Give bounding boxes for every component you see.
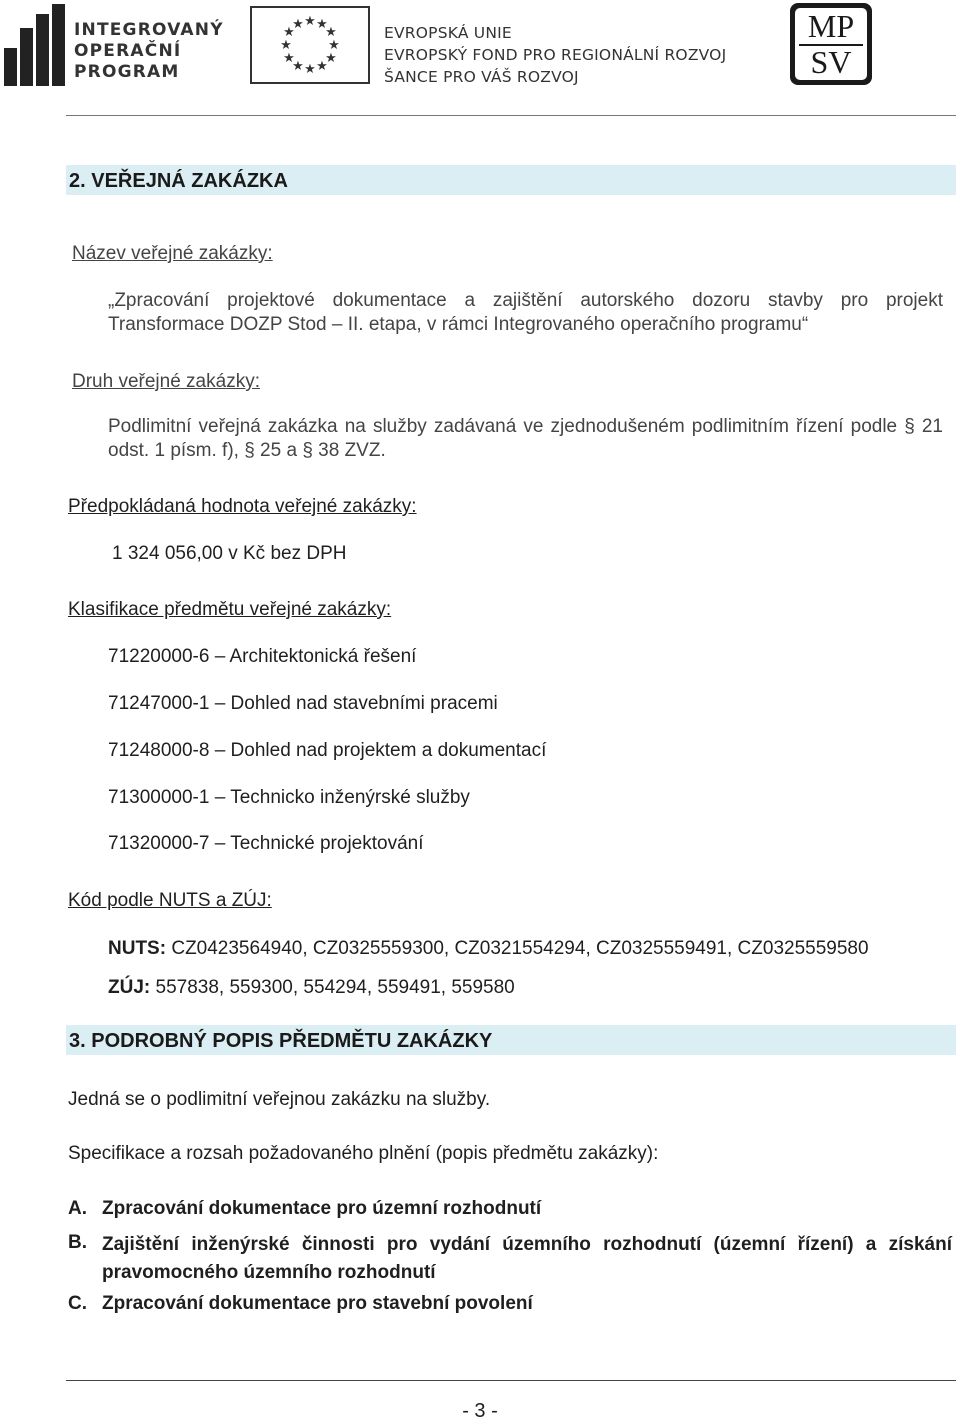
classification-item: 71220000-6 – Architektonická řešení bbox=[108, 646, 417, 667]
section-2-heading: 2. VEŘEJNÁ ZAKÁZKA bbox=[69, 170, 288, 192]
mpsv-logo-bottom: SV bbox=[810, 44, 852, 80]
svg-text:★: ★ bbox=[316, 17, 328, 32]
nuts-label: Kód podle NUTS a ZÚJ: bbox=[68, 890, 272, 911]
value-label: Předpokládaná hodnota veřejné zakázky: bbox=[68, 496, 417, 517]
svg-text:★: ★ bbox=[325, 25, 337, 40]
mpsv-logo bbox=[790, 3, 872, 85]
eu-text-block bbox=[384, 22, 726, 88]
name-label: Název veřejné zakázky: bbox=[72, 243, 273, 264]
classification-item: 71300000-1 – Technicko inženýrské služby bbox=[108, 787, 470, 808]
iop-logo bbox=[4, 4, 224, 86]
eu-line-3: ŠANCE PRO VÁŠ ROZVOJ bbox=[384, 68, 579, 86]
name-value: „Zpracování projektové dokumentace a zajištění autorského dozoru stavby pro projekt Transformace DOZP Stod – II. etapa, v rámci Integrovaného operačního programu“ bbox=[108, 290, 943, 335]
zuj-key: ZÚJ: bbox=[108, 977, 151, 998]
svg-text:★: ★ bbox=[292, 17, 304, 32]
zuj-line bbox=[108, 976, 515, 1000]
svg-text:★: ★ bbox=[280, 38, 292, 53]
item-text: Zpracování dokumentace pro územní rozhodnutí bbox=[102, 1198, 542, 1219]
iop-bars-graphic bbox=[4, 4, 66, 86]
zuj-value: 557838, 559300, 554294, 559491, 559580 bbox=[150, 977, 515, 998]
svg-text:★: ★ bbox=[304, 62, 316, 77]
svg-text:★: ★ bbox=[292, 59, 304, 74]
value-amount: 1 324 056,00 v Kč bez DPH bbox=[112, 543, 347, 564]
footer-divider bbox=[66, 1380, 956, 1381]
item-text: Zpracování dokumentace pro stavební povolení bbox=[102, 1293, 533, 1314]
nuts-line bbox=[108, 937, 869, 961]
section-3-heading-bar bbox=[66, 1025, 956, 1055]
svg-text:★: ★ bbox=[325, 51, 337, 66]
eu-flag-logo bbox=[250, 6, 370, 84]
type-label: Druh veřejné zakázky: bbox=[72, 371, 260, 392]
eu-stars-icon bbox=[252, 8, 368, 82]
svg-text:★: ★ bbox=[304, 14, 316, 29]
item-letter: A. bbox=[68, 1198, 87, 1219]
iop-line-2: OPERAČNÍ bbox=[74, 41, 182, 61]
svg-text:★: ★ bbox=[316, 59, 328, 74]
section-2-heading-bar bbox=[66, 165, 956, 195]
section-3-intro: Jedná se o podlimitní veřejnou zakázku na služby. bbox=[68, 1089, 491, 1110]
item-text: Zajištění inženýrské činnosti pro vydání územního rozhodnutí (územní řízení) a získání pravomocného územního rozhodnutí bbox=[102, 1234, 952, 1283]
svg-text:★: ★ bbox=[283, 51, 295, 66]
classification-item: 71248000-8 – Dohled nad projektem a dokumentací bbox=[108, 740, 547, 761]
iop-line-3: PROGRAM bbox=[74, 62, 180, 82]
eu-line-1: EVROPSKÁ UNIE bbox=[384, 24, 512, 42]
header-divider bbox=[66, 115, 956, 116]
classification-label: Klasifikace předmětu veřejné zakázky: bbox=[68, 599, 392, 620]
iop-line-1: INTEGROVANÝ bbox=[74, 20, 224, 40]
mpsv-logo-top: MP bbox=[807, 8, 855, 44]
nuts-key: NUTS: bbox=[108, 938, 167, 959]
eu-line-2: EVROPSKÝ FOND PRO REGIONÁLNÍ ROZVOJ bbox=[384, 46, 727, 64]
type-value: Podlimitní veřejná zakázka na služby zadávaná ve zjednodušeném podlimitním řízení podle § 21 odst. 1 písm. f), § 25 a § 38 ZVZ. bbox=[108, 416, 943, 461]
nuts-value: CZ0423564940, CZ0325559300, CZ0321554294, CZ0325559491, CZ0325559580 bbox=[166, 938, 869, 959]
section-3-heading: 3. PODROBNÝ POPIS PŘEDMĚTU ZAKÁZKY bbox=[69, 1030, 493, 1052]
item-letter: C. bbox=[68, 1293, 87, 1314]
spec-label: Specifikace a rozsah požadovaného plnění (popis předmětu zakázky): bbox=[68, 1143, 659, 1164]
svg-text:★: ★ bbox=[283, 25, 295, 40]
classification-item: 71247000-1 – Dohled nad stavebními pracemi bbox=[108, 693, 498, 714]
classification-item: 71320000-7 – Technické projektování bbox=[108, 833, 424, 854]
item-letter: B. bbox=[68, 1232, 87, 1253]
iop-logo-text bbox=[74, 20, 224, 83]
svg-text:★: ★ bbox=[328, 38, 340, 53]
page-number: - 3 - bbox=[462, 1400, 498, 1422]
